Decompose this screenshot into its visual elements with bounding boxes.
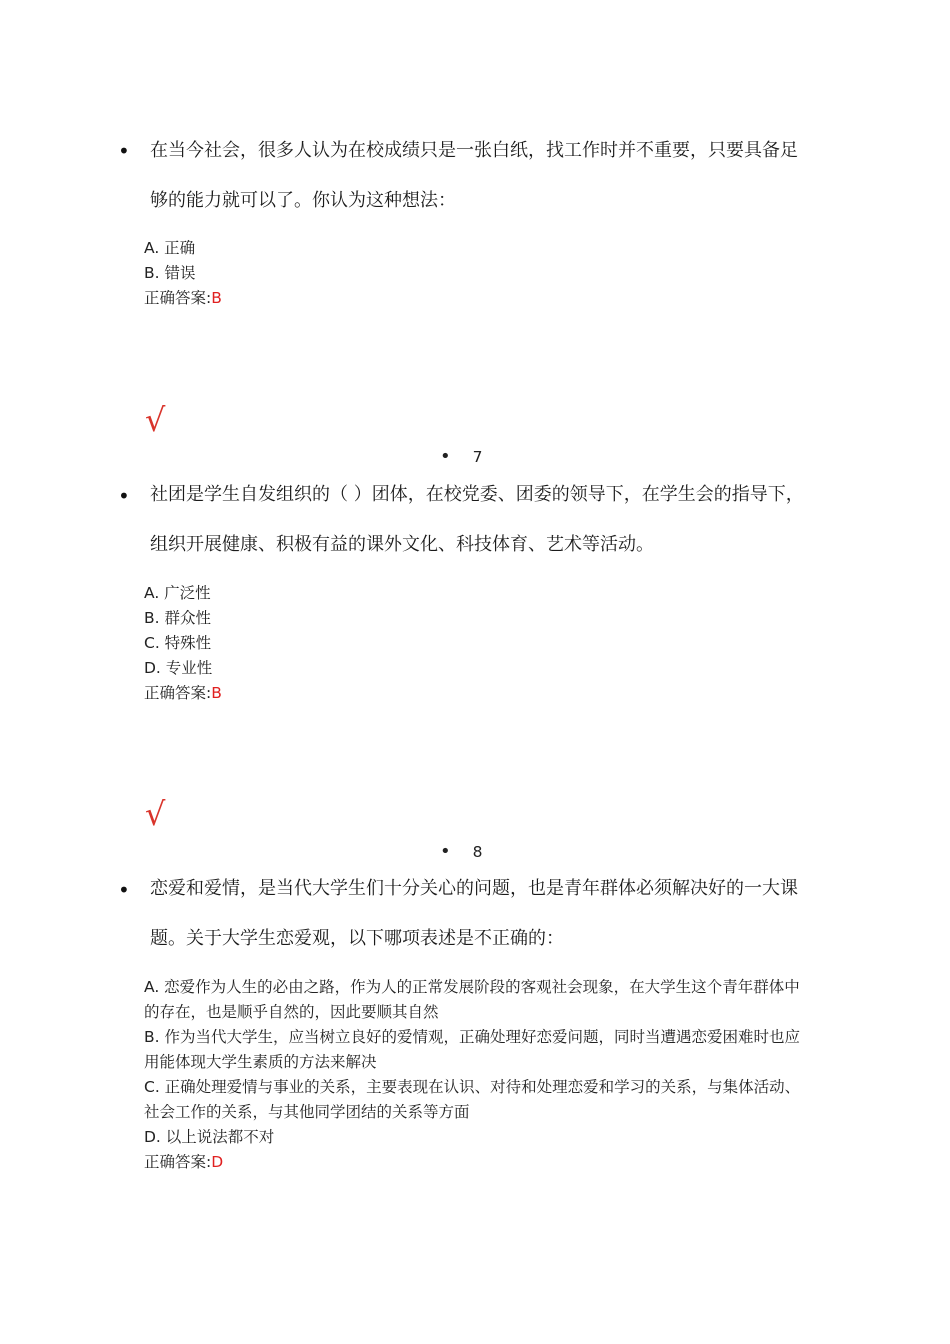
options-list [144,581,814,706]
question-bullet: • [118,484,130,508]
number-bullet: • [440,446,451,467]
number-bullet: • [440,841,451,862]
question-number-value: 7 [472,448,483,466]
question-bullet: • [118,878,130,902]
option-a[interactable]: A. 正确 [144,239,196,257]
question-number [440,448,483,466]
option-c[interactable]: C. 正确处理爱情与事业的关系，主要表现在认识、对待和处理恋爱和学习的关系，与集体活动、社会工作的关系，与其他同学团结的关系等方面 [144,1078,801,1121]
question-stem: 恋爱和爱情，是当代大学生们十分关心的问题，也是青年群体必须解决好的一大课题。关于大学生恋爱观，以下哪项表述是不正确的： [150,878,798,949]
checkmark-icon: √ [145,401,166,439]
correct-answer [144,286,814,311]
answer-value: B [211,684,222,702]
question-number-value: 8 [472,843,483,861]
question-bullet: • [118,139,130,163]
question-stem: 社团是学生自发组织的（ ）团体，在校党委、团委的领导下，在学生会的指导下，组织开展健康、积极有益的课外文化、科技体育、艺术等活动。 [150,484,804,555]
option-a[interactable]: A. 恋爱作为人生的必由之路，作为人的正常发展阶段的客观社会现象，在大学生这个青年群体中的存在，也是顺乎自然的，因此要顺其自然 [144,978,800,1021]
answer-label: 正确答案: [144,684,212,702]
question-number [440,843,483,861]
correct-answer [144,681,814,706]
answer-value: D [211,1153,224,1171]
option-d[interactable]: D. 专业性 [144,659,213,677]
correct-answer [144,1150,814,1175]
option-b[interactable]: B. 作为当代大学生，应当树立良好的爱情观，正确处理好恋爱问题，同时当遭遇恋爱困难时也应用能体现大学生素质的方法来解决 [144,1028,800,1071]
option-d[interactable]: D. 以上说法都不对 [144,1128,275,1146]
option-a[interactable]: A. 广泛性 [144,584,211,602]
options-list [144,975,814,1175]
option-b[interactable]: B. 错误 [144,264,196,282]
answer-label: 正确答案: [144,1153,212,1171]
option-b[interactable]: B. 群众性 [144,609,211,627]
options-list [144,236,814,311]
answer-value: B [211,289,222,307]
question-stem: 在当今社会，很多人认为在校成绩只是一张白纸，找工作时并不重要，只要具备足够的能力就可以了。你认为这种想法： [150,140,798,211]
checkmark-icon: √ [145,795,166,833]
option-c[interactable]: C. 特殊性 [144,634,212,652]
answer-label: 正确答案: [144,289,212,307]
